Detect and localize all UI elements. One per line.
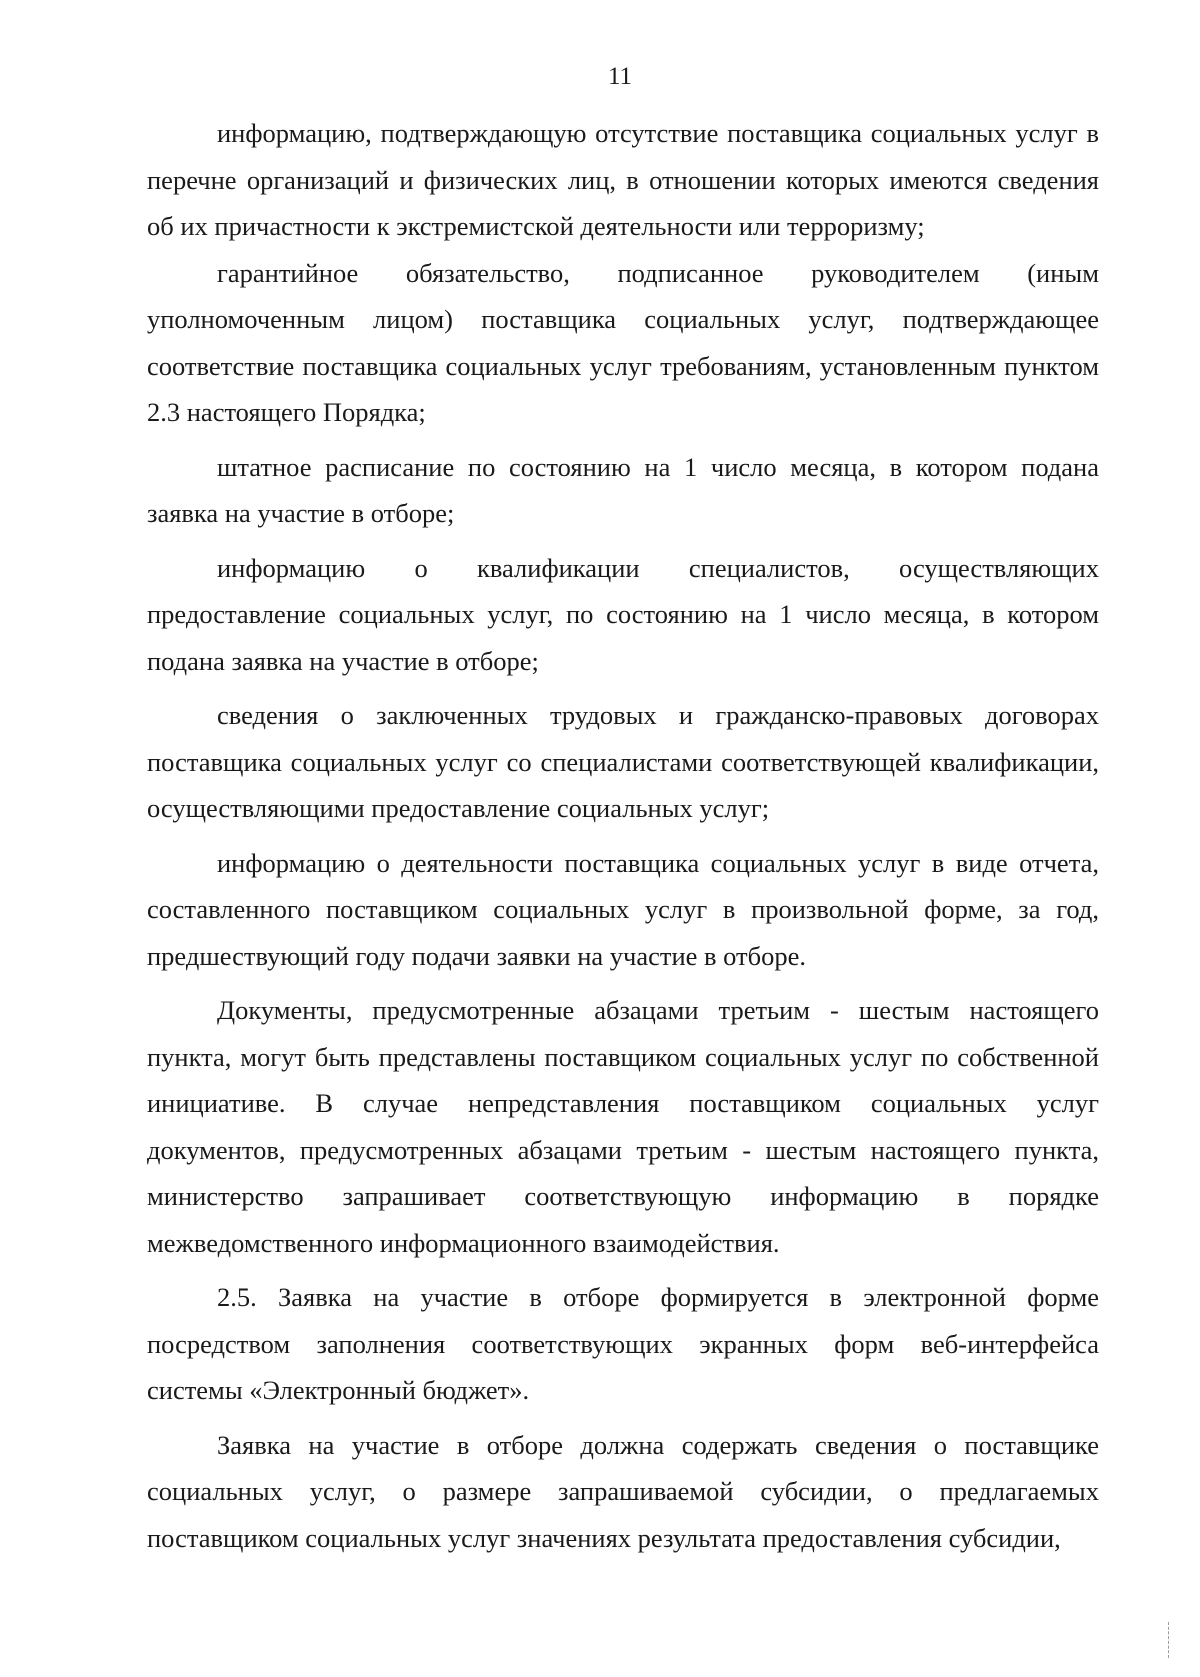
paragraph-8: 2.5. Заявка на участие в отборе формируется в электронной форме посредством заполнения соответствующих экранных форм веб-интерфейса системы «Электронный бюджет». <box>147 1282 1099 1405</box>
paragraph-2: гарантийное обязательство, подписанное руководителем (иным уполномоченным лицом) поставщика социальных услуг, подтверждающее соответствие поставщика социальных услуг требованиям, установленным пунктом 2.3 настоящего Порядка; <box>147 257 1099 427</box>
paragraph-4: информацию о квалификации специалистов, осуществляющих предоставление социальных услуг, по состоянию на 1 число месяца, в котором подана заявка на участие в отборе; <box>147 552 1099 676</box>
paragraph-3: штатное расписание по состоянию на 1 число месяца, в котором подана заявка на участие в отборе; <box>147 451 1099 528</box>
page-number: 11 <box>607 63 633 90</box>
paragraph-7: Документы, предусмотренные абзацами третьим - шестым настоящего пункта, могут быть представлены поставщиком социальных услуг по собственной инициативе. В случае непредставления поставщиком социальных услуг документов, предусмотренных абзацами третьим - шестым настоящего пункта, министерство запрашивает соответствующую информацию в порядке межведомственного информационного взаимодействия. <box>147 995 1099 1258</box>
paragraph-5: сведения о заключенных трудовых и гражданско-правовых договорах поставщика социальных услуг со специалистами соответствующей квалификации, осуществляющими предоставление социальных услуг; <box>147 700 1099 823</box>
document-body <box>147 110 1099 1561</box>
scan-edge-mark <box>1168 1622 1170 1658</box>
paragraph-1: информацию, подтверждающую отсутствие поставщика социальных услуг в перечне организаций и физических лиц, в отношении которых имеются сведения об их причастности к экстремистской деятельности или терроризму; <box>147 118 1099 241</box>
paragraph-6: информацию о деятельности поставщика социальных услуг в виде отчета, составленного поставщиком социальных услуг в произвольной форме, за год, предшествующий году подачи заявки на участие в отборе. <box>147 847 1099 971</box>
paragraph-9: Заявка на участие в отборе должна содержать сведения о поставщике социальных услуг, о размере запрашиваемой субсидии, о предлагаемых поставщиком социальных услуг значениях результата предоставления субсидии, <box>147 1429 1099 1553</box>
